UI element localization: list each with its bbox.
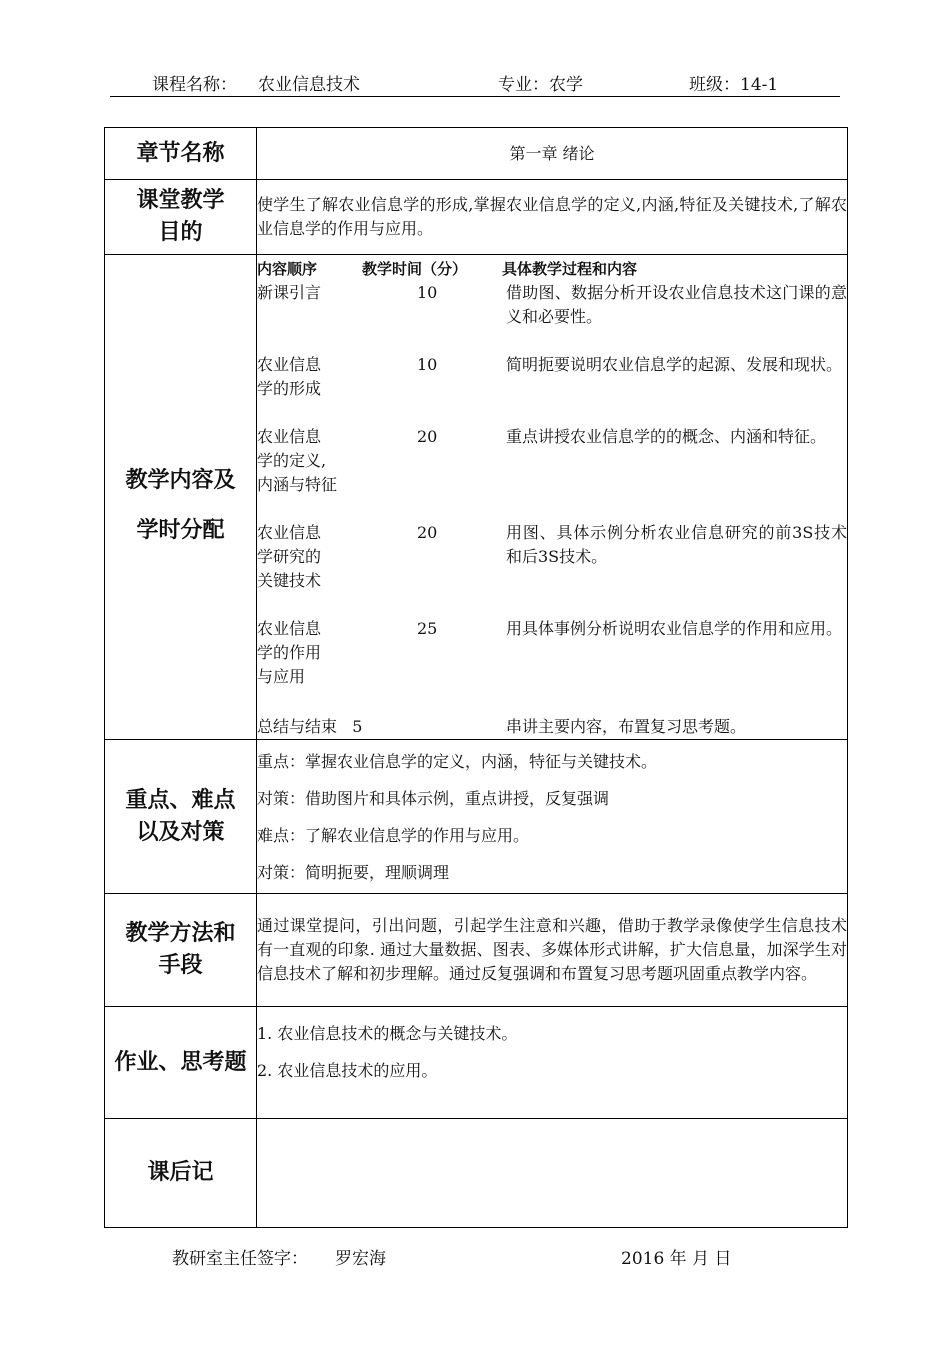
schedule-item-topic-line: 学的形成 — [257, 379, 322, 398]
objective-label — [105, 180, 257, 255]
row-content — [105, 255, 848, 740]
notes-label: 课后记 — [105, 1119, 257, 1228]
schedule-item-topic-line: 关键技术 — [257, 571, 322, 590]
homework-label: 作业、思考题 — [105, 1007, 257, 1119]
schedule-item-topic-line: 农业信息 — [257, 619, 322, 638]
schedule-item — [257, 521, 847, 593]
schedule-item-topic-line: 农业信息 — [257, 355, 322, 374]
class: 班级：14-1 — [689, 75, 779, 95]
content-schedule — [257, 255, 848, 740]
key-point-line: 重点：掌握农业信息学的定义，内涵，特征与关键技术。 — [257, 751, 658, 771]
row-homework — [105, 1007, 848, 1119]
signature-label: 教研室主任签字： — [172, 1249, 308, 1269]
schedule-header-order: 内容顺序 — [257, 260, 318, 278]
lesson-plan-table — [104, 127, 848, 1228]
major: 专业：农学 — [498, 75, 583, 95]
schedule-item-topic — [257, 617, 417, 689]
chapter-value: 第一章 绪论 — [257, 128, 848, 180]
content-label-line2: 学时分配 — [136, 518, 225, 543]
schedule-item-topic-line: 内涵与特征 — [257, 475, 338, 494]
objective-text: 使学生了解农业信息学的形成,掌握农业信息学的定义,内涵,特征及关键技术,了解农业信息学的作用与应用。 — [257, 180, 848, 255]
schedule-item — [257, 617, 847, 689]
key-point-line: 难点：了解农业信息学的作用与应用。 — [257, 825, 530, 845]
schedule-item-topic — [257, 353, 417, 401]
homework-item: 2. 农业信息技术的应用。 — [257, 1061, 438, 1080]
schedule-item-topic-line: 学的作用 — [257, 643, 322, 662]
schedule-items — [257, 281, 847, 689]
schedule-item-topic-line: 学研究的 — [257, 547, 322, 566]
row-methods — [105, 894, 848, 1007]
schedule-item-desc: 简明扼要说明农业信息学的起源、发展和现状。 — [506, 355, 843, 374]
row-notes — [105, 1119, 848, 1228]
key-point-line: 对策：简明扼要，理顺调理 — [257, 862, 450, 882]
key-point-line: 对策：借助图片和具体示例，重点讲授，反复强调 — [257, 788, 610, 808]
schedule-item-topic-line: 农业信息 — [257, 427, 322, 446]
objective-label-line2: 目的 — [158, 220, 203, 245]
summary-minutes: 5 — [352, 717, 363, 736]
key-points-label — [105, 740, 257, 894]
schedule-item-desc: 重点讲授农业信息学的的概念、内涵和特征。 — [506, 427, 827, 446]
content-label — [105, 255, 257, 740]
schedule-item-minutes: 25 — [417, 619, 438, 638]
schedule-item-minutes: 20 — [417, 523, 438, 542]
schedule-item-topic — [257, 281, 417, 329]
row-objective — [105, 180, 848, 255]
schedule-header — [257, 257, 847, 281]
date: 2016 年 月 日 — [621, 1249, 732, 1269]
schedule-item-desc: 借助图、数据分析开设农业信息技术这门课的意义和必要性。 — [506, 283, 847, 326]
summary-topic: 总结与结束 — [257, 717, 338, 736]
course-name: 农业信息技术 — [258, 75, 360, 95]
schedule-item — [257, 281, 847, 329]
schedule-item — [257, 353, 847, 401]
summary-desc: 串讲主要内容，布置复习思考题。 — [506, 717, 747, 736]
schedule-item-desc: 用图、具体示例分析农业信息研究的前3S技术和后3S技术。 — [506, 523, 847, 566]
schedule-header-time: 教学时间（分） — [362, 260, 468, 278]
summary-topic-cell — [257, 715, 417, 739]
methods-label-line2: 手段 — [158, 953, 203, 978]
schedule-item-minutes: 10 — [417, 355, 438, 374]
course-label: 课程名称： — [152, 75, 237, 95]
schedule-item-topic-line: 新课引言 — [257, 283, 322, 302]
schedule-item-minutes: 20 — [417, 427, 438, 446]
row-chapter — [105, 128, 848, 180]
key-points-text — [257, 740, 848, 894]
schedule-item — [257, 425, 847, 497]
schedule-item-topic — [257, 521, 417, 593]
schedule-header-process: 具体教学过程和内容 — [502, 260, 638, 278]
schedule-item-topic-line: 农业信息 — [257, 523, 322, 542]
page-header — [110, 70, 840, 97]
schedule-item-topic — [257, 425, 417, 497]
homework-item: 1. 农业信息技术的概念与关键技术。 — [257, 1024, 518, 1043]
content-label-line1: 教学内容及 — [125, 468, 236, 493]
row-key-points — [105, 740, 848, 894]
schedule-summary — [257, 715, 847, 739]
schedule-item-minutes: 10 — [417, 283, 438, 302]
notes-value — [257, 1119, 848, 1228]
methods-text: 通过课堂提问，引出问题，引起学生注意和兴趣，借助于教学录像使学生信息技术有一直观的印象. 通过大量数据、图表、多媒体形式讲解，扩大信息量，加深学生对信息技术了解和初步理解。通过反复强调和布置复习思考题巩固重点教学内容。 — [257, 894, 848, 1007]
key-points-label-line2: 以及对策 — [136, 819, 225, 845]
schedule-item-topic-line: 与应用 — [257, 667, 306, 686]
key-points-label-line1: 重点、难点 — [125, 787, 236, 813]
methods-label-line1: 教学方法和 — [125, 921, 236, 946]
schedule-item-topic-line: 学的定义, — [257, 451, 327, 470]
schedule-item-desc: 用具体事例分析说明农业信息学的作用和应用。 — [506, 619, 843, 638]
methods-label — [105, 894, 257, 1007]
objective-label-line1: 课堂教学 — [136, 188, 225, 213]
signature-name: 罗宏海 — [335, 1249, 386, 1269]
homework-list — [257, 1007, 848, 1119]
chapter-label: 章节名称 — [105, 128, 257, 180]
